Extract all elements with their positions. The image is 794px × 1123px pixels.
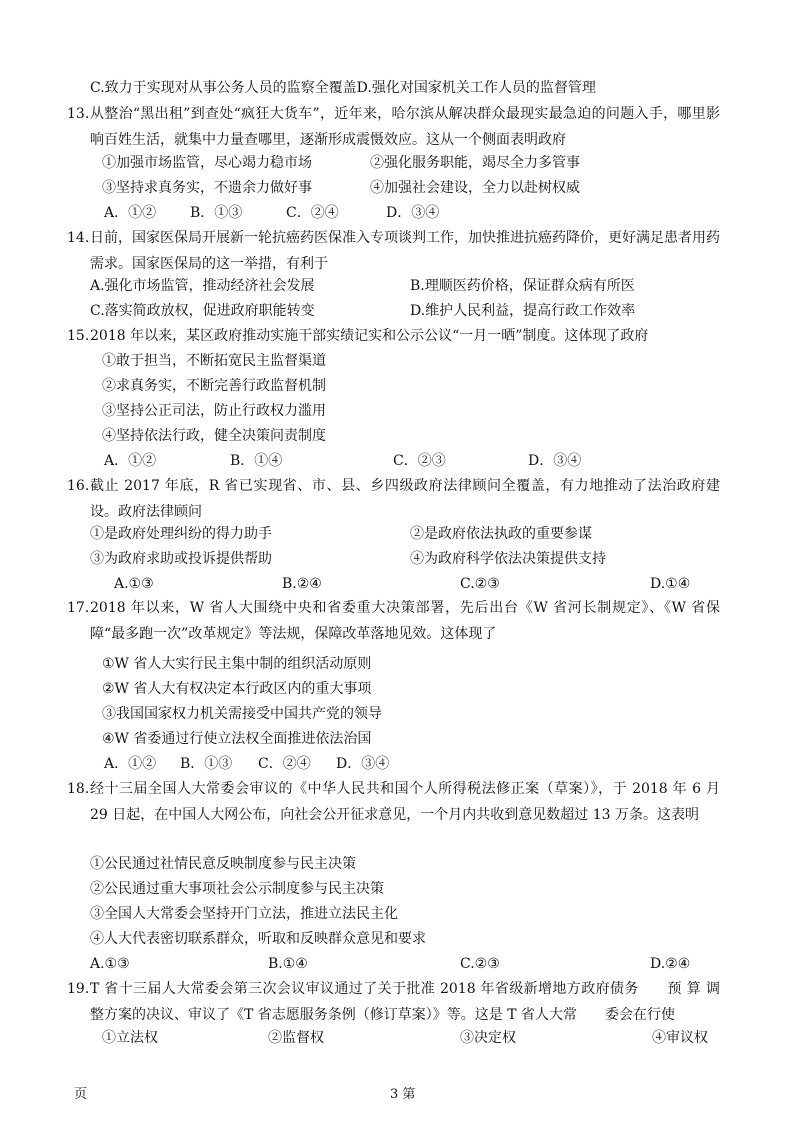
q17-item-1: ①W 省人大实行民主集中制的组织活动原则 [102,656,372,672]
q14-stem: 日前，国家医保局开展新一轮抗癌药医保准入专项谈判工作，加快推进抗癌药降价，更好满足患者用药需求。国家医保局的这一举措，有利于 [90,230,720,272]
q13-choice-a: A．①② [104,205,157,221]
q16-stem: 截止 2017 年底，R 省已实现省、市、县、乡四级政府法律顾问全覆盖，有力地推动了法治政府建设。政府法律顾问 [90,478,720,520]
footer-left: 页 [74,1087,88,1102]
q19-item-3: ③决定权 [460,1030,516,1046]
q14-choice-a: A.强化市场监管，推动经济社会发展 [90,278,315,294]
q17-item-2: ②W 省人大有权决定本行政区内的重大事项 [102,681,372,697]
q19-number: 19. [67,981,90,997]
q18-item-2: ②公民通过重大事项社会公示制度参与民主决策 [90,881,384,897]
q16-choice-a: A.①③ [114,576,154,592]
q15-item-1: ①敢于担当，不断拓宽民主监督渠道 [102,353,326,369]
q16-item-2: ②是政府依法执政的重要参谋 [410,526,592,542]
q16-number: 16. [67,478,90,494]
q16-item-4: ④为政府科学依法决策提供支持 [410,551,606,567]
q17-choice-a: A．①② [104,756,157,772]
q15-item-3: ③坚持公正司法，防止行政权力滥用 [102,403,326,419]
q15-item-2: ②求真务实，不断完善行政监督机制 [102,378,326,394]
q16-item-1: ①是政府处理纠纷的得力助手 [90,526,272,542]
q15-choice-c: C．②③ [393,453,446,469]
q18-number: 18. [67,781,90,797]
q13-stem: 从整治“黑出租”到查处“疯狂大货车”，近年来，哈尔滨从解决群众最现实最急迫的问题入手，哪里影响百姓生活，就集中力量查哪里，逐渐形成震慑效应。这从一个侧面表明政府 [90,106,720,148]
q18-choice-b: B.①④ [268,956,308,972]
q17-choice-c: C．②④ [258,756,311,772]
q13-choice-c: C．②④ [286,205,339,221]
q18-choice-a: A.①③ [90,956,130,972]
q17-number: 17. [67,600,90,616]
q19-item-4: ④审议权 [652,1030,708,1046]
footer-page-number: 3 第 [390,1087,416,1102]
q12-option-cd: C.致力于实现对从事公务人员的监察全覆盖D.强化对国家机关工作人员的监督管理 [90,80,596,96]
q17-item-4: ④W 省委通过行使立法权全面推进依法治国 [102,731,372,747]
q18-choice-d: D.②④ [650,956,691,972]
q14-choice-b: B.理顺医药价格，保证群众病有所医 [410,278,635,294]
q18-item-4: ④人大代表密切联系群众，听取和反映群众意见和要求 [90,931,426,947]
q14-choice-d: D.维护人民利益，提高行政工作效率 [410,303,636,319]
q15-item-4: ④坚持依法行政，健全决策问责制度 [102,428,326,444]
q15-number: 15. [67,328,90,344]
q18-stem: 经十三届全国人大常委会审议的《中华人民共和国个人所得税法修正案（草案）》，于 2018 年 6 月 29 日起，在中国人大网公布，向社会公开征求意见，一个月内共收到意见数超过 13 万条。这表明 [90,781,720,823]
q18-choice-c: C.②③ [460,956,500,972]
q13-choice-b: B．①③ [190,205,243,221]
q16-choice-b: B.②④ [282,576,322,592]
q16-item-3: ③为政府求助或投诉提供帮助 [90,551,272,567]
q19-item-1: ①立法权 [102,1030,158,1046]
q13-item-3: ③坚持求真务实，不遗余力做好事 [102,180,312,196]
q13-item-2: ②强化服务职能，竭尽全力多管事 [370,155,580,171]
q16-choice-d: D.①④ [650,576,691,592]
q13-choice-d: D．③④ [386,205,440,221]
q17-item-3: ③我国国家权力机关需接受中国共产党的领导 [102,706,382,722]
q17-choice-b: B．①③ [180,756,233,772]
q18-item-1: ①公民通过社情民意反映制度参与民主决策 [90,856,356,872]
q13-number: 13. [67,106,90,122]
q14-choice-c: C.落实简政放权，促进政府职能转变 [90,303,315,319]
q15-stem: 2018 年以来，某区政府推动实施干部实绩记实和公示公议“一月一晒”制度。这体现了政府 [90,328,649,344]
q19-stem: T 省十三届人大常委会第三次会议审议通过了关于批准 2018 年省级新增地方政府债务 预 算 调 整方案的决议、审议了《T 省志愿服务条例（修订草案）》等。这是 T 省人大常 委会在行使 [90,981,720,1023]
q15-choice-b: B．①④ [230,453,283,469]
q19-item-2: ②监督权 [268,1030,324,1046]
q18-item-3: ③全国人大常委会坚持开门立法，推进立法民主化 [90,906,398,922]
q13-item-4: ④加强社会建设，全力以赴树权威 [370,180,580,196]
q13-item-1: ①加强市场监管，尽心竭力稳市场 [102,155,312,171]
q14-number: 14. [67,230,90,246]
q17-stem: 2018 年以来，W 省人大围绕中央和省委重大决策部署，先后出台《W 省河长制规定》、《W 省保障“最多跑一次”改革规定》等法规，保障改革落地见效。这体现了 [90,600,720,642]
q15-choice-d: D．③④ [528,453,582,469]
q17-choice-d: D．③④ [336,756,390,772]
q16-choice-c: C.②③ [460,576,500,592]
q15-choice-a: A．①② [104,453,157,469]
